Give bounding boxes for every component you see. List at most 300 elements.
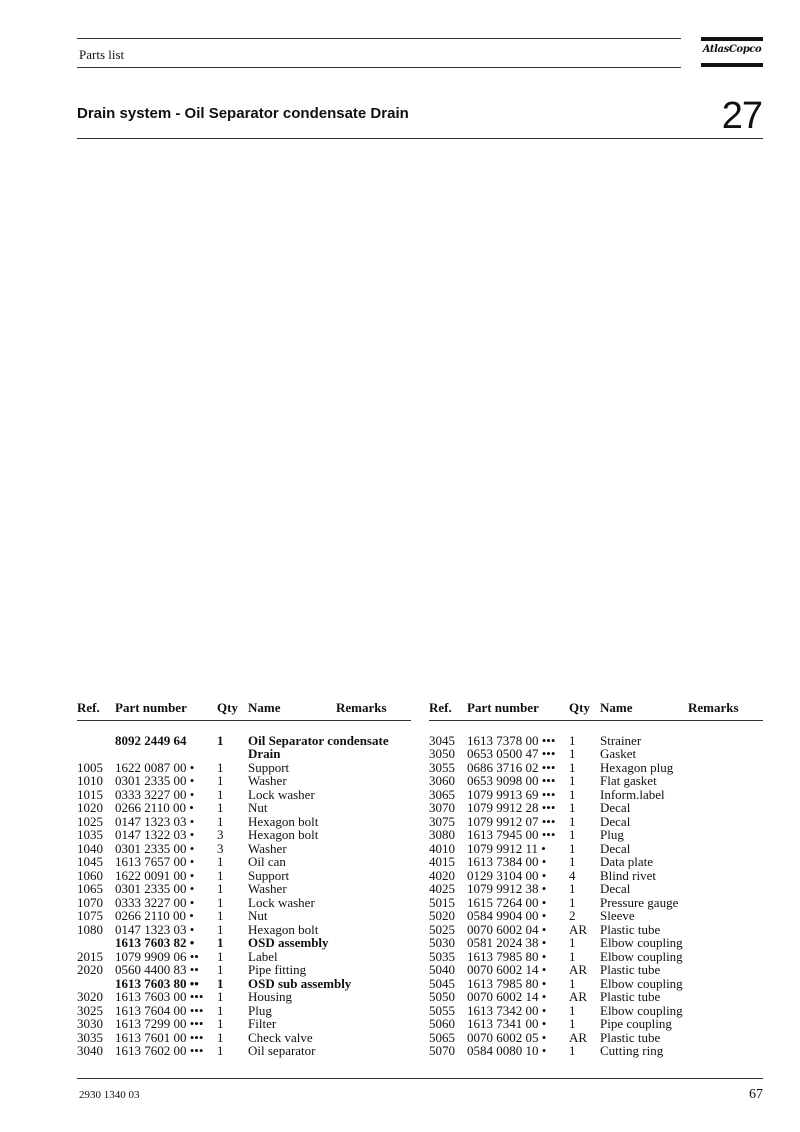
table-row <box>429 896 763 910</box>
atlas-copco-logo <box>701 37 763 68</box>
table-row <box>77 869 411 883</box>
part-number-cell: 0266 2110 00 • <box>115 800 194 815</box>
ref-cell: 3060 <box>429 773 455 788</box>
qty-cell: 1 <box>569 840 576 856</box>
table-row <box>77 1004 411 1018</box>
col-header-name: Name <box>600 700 688 720</box>
part-number-cell: 0070 6002 04 • <box>467 921 547 937</box>
footer-rule <box>77 1078 763 1079</box>
section-number: 27 <box>721 95 762 137</box>
remarks-cell <box>688 734 763 748</box>
qty-cell: 1 <box>569 854 576 869</box>
name-cell: Elbow coupling <box>600 975 683 991</box>
table-row <box>77 747 411 761</box>
ref-cell: 3040 <box>77 1043 103 1058</box>
ref-cell: 3030 <box>77 1016 103 1031</box>
remarks-cell <box>336 828 411 842</box>
part-number-cell: 1613 7603 82 • <box>115 935 195 950</box>
ref-cell: 5055 <box>429 1002 455 1018</box>
name-cell: Elbow coupling <box>600 935 683 950</box>
part-number-cell: 1613 7603 00 ••• <box>115 989 204 1004</box>
part-number-cell: 1615 7264 00 • <box>467 894 547 910</box>
part-number-cell: 1079 9912 07 ••• <box>467 813 556 829</box>
table-row <box>429 1017 763 1031</box>
part-number-cell: 1613 7342 00 • <box>467 1002 547 1018</box>
name-cell: Lock washer <box>248 894 315 910</box>
table-row <box>429 842 763 856</box>
name-cell: OSD assembly <box>248 935 329 950</box>
table-row <box>77 936 411 950</box>
name-cell: Support <box>248 867 290 883</box>
remarks-cell <box>336 1017 411 1031</box>
part-number-cell: 1613 7985 80 • <box>467 948 547 964</box>
remarks-cell <box>336 923 411 937</box>
table-row <box>429 788 763 802</box>
part-number-cell: 1079 9913 69 ••• <box>467 786 556 802</box>
table-row <box>77 990 411 1004</box>
table-row <box>429 774 763 788</box>
remarks-cell <box>336 761 411 775</box>
qty-cell: 3 <box>217 840 224 856</box>
table-header-row <box>77 700 411 720</box>
qty-cell: 1 <box>217 800 224 815</box>
page-number: 67 <box>749 1087 763 1102</box>
ref-cell <box>77 977 115 991</box>
ref-cell: 1035 <box>77 827 103 842</box>
table-row <box>429 977 763 991</box>
ref-cell: 1010 <box>77 773 103 788</box>
name-cell: Plug <box>248 1002 272 1018</box>
name-cell: Decal <box>600 813 631 829</box>
remarks-cell <box>688 1031 763 1045</box>
ref-cell: 5025 <box>429 921 455 937</box>
part-number-cell: 1613 7603 80 •• <box>115 975 199 991</box>
ref-cell: 3075 <box>429 813 455 829</box>
ref-cell <box>77 734 115 748</box>
ref-cell: 3035 <box>77 1029 103 1045</box>
remarks-cell <box>688 1004 763 1018</box>
table-row <box>77 1044 411 1058</box>
name-cell: Sleeve <box>600 908 635 923</box>
table-row <box>429 1044 763 1058</box>
part-number-cell: 0147 1323 03 • <box>115 921 195 937</box>
qty-cell: 1 <box>217 894 224 910</box>
ref-cell: 5070 <box>429 1043 455 1058</box>
ref-cell: 5030 <box>429 935 455 950</box>
ref-cell: 3080 <box>429 827 455 842</box>
part-number-cell: 0560 4400 83 •• <box>115 962 199 977</box>
qty-cell: 1 <box>569 894 576 910</box>
part-number-cell: 0686 3716 02 ••• <box>467 759 556 775</box>
ref-cell: 1045 <box>77 854 103 869</box>
qty-cell: 1 <box>217 1043 224 1058</box>
ref-cell <box>77 936 115 950</box>
name-cell: Pipe fitting <box>248 962 307 977</box>
table-row <box>77 882 411 896</box>
part-number-cell: 1613 7299 00 ••• <box>115 1016 204 1031</box>
part-number-cell: 0584 9904 00 • <box>467 908 547 923</box>
part-number-cell: 1079 9912 38 • <box>467 881 547 896</box>
table-row <box>429 761 763 775</box>
table-row <box>77 963 411 977</box>
col-header-remarks: Remarks <box>336 700 411 720</box>
part-number-cell: 0129 3104 00 • <box>467 867 547 883</box>
table-row <box>77 950 411 964</box>
table-row <box>429 963 763 977</box>
qty-cell: 4 <box>569 867 576 883</box>
ref-cell: 1065 <box>77 881 103 896</box>
part-number-cell: 0333 3227 00 • <box>115 894 195 910</box>
brand-wordmark: AtlasCopco <box>702 44 762 55</box>
qty-cell: 1 <box>217 935 224 950</box>
table-row <box>429 828 763 842</box>
part-number-cell: 1079 9909 06 •• <box>115 948 199 964</box>
ref-cell: 1005 <box>77 759 103 775</box>
remarks-cell <box>688 882 763 896</box>
col-header-qty: Qty <box>569 700 600 720</box>
name-cell: Nut <box>248 908 268 923</box>
name-cell: Washer <box>248 881 287 896</box>
qty-cell: 1 <box>217 854 224 869</box>
parts-list-left <box>77 720 411 1058</box>
ref-cell: 1080 <box>77 921 103 937</box>
name-cell: Inform.label <box>600 786 665 802</box>
remarks-cell <box>336 788 411 802</box>
part-number-cell: 0301 2335 00 • <box>115 881 195 896</box>
remarks-cell <box>336 950 411 964</box>
table-row <box>77 923 411 937</box>
remarks-cell <box>336 909 411 923</box>
part-number-cell: 1613 7384 00 • <box>467 854 547 869</box>
table-row <box>77 855 411 869</box>
remarks-cell <box>336 936 411 950</box>
name-cell: Decal <box>600 840 631 856</box>
table-spacer <box>77 720 411 734</box>
remarks-cell <box>688 990 763 1004</box>
ref-cell: 4015 <box>429 854 455 869</box>
qty-cell: 1 <box>569 732 576 748</box>
qty-cell: 1 <box>217 962 224 977</box>
table-row <box>77 774 411 788</box>
qty-cell: 1 <box>217 786 224 802</box>
remarks-cell <box>688 1044 763 1058</box>
table-row <box>77 1031 411 1045</box>
ref-cell: 5035 <box>429 948 455 964</box>
name-cell: OSD sub assembly <box>248 975 352 991</box>
table-row <box>77 1017 411 1031</box>
qty-cell: AR <box>569 989 588 1004</box>
table-row <box>429 855 763 869</box>
qty-cell: 1 <box>569 1043 576 1058</box>
parts-table-right <box>429 700 763 1058</box>
name-cell: Plastic tube <box>600 962 661 977</box>
header-bottom-rule <box>77 67 681 68</box>
ref-cell: 1020 <box>77 800 103 815</box>
qty-cell: 1 <box>217 975 224 991</box>
remarks-cell <box>688 801 763 815</box>
name-cell: Data plate <box>600 854 654 869</box>
remarks-cell <box>336 747 411 761</box>
col-header-remarks: Remarks <box>688 700 763 720</box>
ref-cell: 5020 <box>429 908 455 923</box>
table-row <box>77 815 411 829</box>
remarks-cell <box>688 855 763 869</box>
table-row <box>77 842 411 856</box>
remarks-cell <box>688 936 763 950</box>
part-number-cell: 8092 2449 64 <box>115 732 187 748</box>
name-cell: Blind rivet <box>600 867 656 883</box>
ref-cell: 1070 <box>77 894 103 910</box>
section-label: Parts list <box>79 47 125 62</box>
qty-cell: 2 <box>569 908 576 923</box>
table-row <box>429 869 763 883</box>
qty-cell: 1 <box>569 800 576 815</box>
table-row <box>429 882 763 896</box>
remarks-cell <box>336 774 411 788</box>
table-row <box>429 1031 763 1045</box>
remarks-cell <box>688 842 763 856</box>
part-number-cell: 1613 7601 00 ••• <box>115 1029 204 1045</box>
remarks-cell <box>336 1031 411 1045</box>
col-header-name: Name <box>248 700 336 720</box>
qty-cell: 1 <box>217 921 224 937</box>
part-number-cell: 1613 7945 00 ••• <box>467 827 556 842</box>
table-row <box>77 896 411 910</box>
ref-cell: 4020 <box>429 867 455 883</box>
qty-cell: 1 <box>217 1029 224 1045</box>
qty-cell: AR <box>569 962 588 977</box>
name-cell: Plastic tube <box>600 921 661 937</box>
name-cell: Plastic tube <box>600 989 661 1004</box>
table-row <box>77 828 411 842</box>
remarks-cell <box>336 896 411 910</box>
ref-cell <box>77 747 115 761</box>
remarks-cell <box>688 923 763 937</box>
ref-cell: 1040 <box>77 840 103 856</box>
part-number-cell: 0653 0500 47 ••• <box>467 746 556 761</box>
name-cell: Elbow coupling <box>600 948 683 964</box>
qty-cell: 1 <box>217 773 224 788</box>
ref-cell: 5040 <box>429 962 455 977</box>
name-cell: Nut <box>248 800 268 815</box>
qty-cell: 1 <box>217 1002 224 1018</box>
part-number-cell: 0584 0080 10 • <box>467 1043 547 1058</box>
part-number-cell: 1622 0091 00 • <box>115 867 195 883</box>
ref-cell: 5050 <box>429 989 455 1004</box>
ref-cell: 2015 <box>77 948 103 964</box>
qty-cell: 1 <box>217 813 224 829</box>
qty-cell: 1 <box>217 989 224 1004</box>
ref-cell: 3065 <box>429 786 455 802</box>
ref-cell: 5045 <box>429 975 455 991</box>
remarks-cell <box>336 815 411 829</box>
ref-cell: 5065 <box>429 1029 455 1045</box>
remarks-cell <box>688 896 763 910</box>
qty-cell: 1 <box>217 1016 224 1031</box>
ref-cell: 5060 <box>429 1016 455 1031</box>
name-cell: Plastic tube <box>600 1029 661 1045</box>
part-number-cell: 0070 6002 05 • <box>467 1029 547 1045</box>
remarks-cell <box>688 761 763 775</box>
name-cell: Gasket <box>600 746 637 761</box>
col-header-ref: Ref. <box>77 700 115 720</box>
qty-cell: 1 <box>569 948 576 964</box>
remarks-cell <box>688 788 763 802</box>
ref-cell: 4010 <box>429 840 455 856</box>
header-top-rule <box>77 38 681 39</box>
name-cell: Decal <box>600 800 631 815</box>
remarks-cell <box>336 963 411 977</box>
qty-cell: 1 <box>217 732 224 748</box>
part-number-cell: 1613 7378 00 ••• <box>467 732 556 748</box>
remarks-cell <box>688 828 763 842</box>
qty-cell: 1 <box>569 1002 576 1018</box>
name-cell: Flat gasket <box>600 773 657 788</box>
table-row <box>429 950 763 964</box>
ref-cell: 3020 <box>77 989 103 1004</box>
name-cell: Lock washer <box>248 786 315 802</box>
remarks-cell <box>688 963 763 977</box>
parts-table-left <box>77 700 411 1058</box>
name-cell: Drain <box>248 746 281 761</box>
ref-cell: 4025 <box>429 881 455 896</box>
table-row <box>429 990 763 1004</box>
name-cell: Hexagon bolt <box>248 813 319 829</box>
part-number-cell: 0266 2110 00 • <box>115 908 194 923</box>
qty-cell: 1 <box>569 975 576 991</box>
remarks-cell <box>688 747 763 761</box>
remarks-cell <box>688 815 763 829</box>
remarks-cell <box>688 977 763 991</box>
part-number-cell <box>115 747 217 761</box>
remarks-cell <box>336 869 411 883</box>
remarks-cell <box>336 842 411 856</box>
ref-cell: 3055 <box>429 759 455 775</box>
qty-cell <box>217 747 248 761</box>
table-row <box>77 761 411 775</box>
qty-cell: 1 <box>569 827 576 842</box>
remarks-cell <box>336 990 411 1004</box>
qty-cell: 1 <box>217 759 224 775</box>
name-cell: Strainer <box>600 732 642 748</box>
part-number-cell: 0301 2335 00 • <box>115 773 195 788</box>
name-cell: Pipe coupling <box>600 1016 672 1031</box>
ref-cell: 2020 <box>77 962 103 977</box>
ref-cell: 5015 <box>429 894 455 910</box>
table-row <box>429 801 763 815</box>
name-cell: Hexagon bolt <box>248 921 319 937</box>
part-number-cell: 0070 6002 14 • <box>467 989 547 1004</box>
qty-cell: 1 <box>569 881 576 896</box>
part-number-cell: 0301 2335 00 • <box>115 840 195 856</box>
table-row <box>77 788 411 802</box>
remarks-cell <box>688 909 763 923</box>
name-cell: Housing <box>248 989 293 1004</box>
table-row <box>77 734 411 748</box>
ref-cell: 1060 <box>77 867 103 883</box>
part-number-cell: 1613 7985 80 • <box>467 975 547 991</box>
name-cell: Filter <box>248 1016 277 1031</box>
remarks-cell <box>336 1044 411 1058</box>
name-cell: Support <box>248 759 290 775</box>
name-cell: Pressure gauge <box>600 894 679 910</box>
col-header-part-number: Part number <box>467 700 569 720</box>
parts-list-right <box>429 720 763 1058</box>
table-spacer <box>429 720 763 734</box>
remarks-cell <box>688 1017 763 1031</box>
remarks-cell <box>336 801 411 815</box>
qty-cell: 3 <box>217 827 224 842</box>
part-number-cell: 1613 7602 00 ••• <box>115 1043 204 1058</box>
table-row <box>429 734 763 748</box>
part-number-cell: 0070 6002 14 • <box>467 962 547 977</box>
table-row <box>429 815 763 829</box>
part-number-cell: 1079 9912 11 • <box>467 840 546 856</box>
part-number-cell: 0653 9098 00 ••• <box>467 773 556 788</box>
name-cell: Plug <box>600 827 624 842</box>
ref-cell: 3045 <box>429 732 455 748</box>
name-cell: Decal <box>600 881 631 896</box>
table-row <box>429 936 763 950</box>
page-title: Drain system - Oil Separator condensate Drain <box>77 105 409 122</box>
table-row <box>429 923 763 937</box>
ref-cell: 1025 <box>77 813 103 829</box>
remarks-cell <box>336 1004 411 1018</box>
table-header-row <box>429 700 763 720</box>
qty-cell: 1 <box>217 948 224 964</box>
col-header-part-number: Part number <box>115 700 217 720</box>
qty-cell: AR <box>569 921 588 937</box>
part-number-cell: 1622 0087 00 • <box>115 759 195 775</box>
table-row <box>77 909 411 923</box>
remarks-cell <box>336 855 411 869</box>
document-code: 2930 1340 03 <box>79 1089 140 1101</box>
remarks-cell <box>688 869 763 883</box>
part-number-cell: 0333 3227 00 • <box>115 786 195 802</box>
table-row <box>77 801 411 815</box>
qty-cell: 1 <box>569 1016 576 1031</box>
part-number-cell: 0581 2024 38 • <box>467 935 547 950</box>
table-row <box>429 747 763 761</box>
ref-cell: 3070 <box>429 800 455 815</box>
qty-cell: 1 <box>569 813 576 829</box>
name-cell: Oil can <box>248 854 286 869</box>
remarks-cell <box>688 950 763 964</box>
col-header-qty: Qty <box>217 700 248 720</box>
name-cell: Washer <box>248 773 287 788</box>
qty-cell: 1 <box>217 867 224 883</box>
name-cell: Hexagon bolt <box>248 827 319 842</box>
part-number-cell: 1613 7341 00 • <box>467 1016 547 1031</box>
qty-cell: 1 <box>569 786 576 802</box>
qty-cell: 1 <box>217 881 224 896</box>
name-cell: Check valve <box>248 1029 313 1045</box>
remarks-cell <box>336 882 411 896</box>
part-number-cell: 0147 1323 03 • <box>115 813 195 829</box>
qty-cell: 1 <box>569 759 576 775</box>
name-cell: Washer <box>248 840 287 856</box>
table-row <box>429 909 763 923</box>
qty-cell: 1 <box>569 935 576 950</box>
name-cell: Hexagon plug <box>600 759 674 775</box>
part-number-cell: 0147 1322 03 • <box>115 827 195 842</box>
qty-cell: AR <box>569 1029 588 1045</box>
title-rule <box>77 138 763 139</box>
qty-cell: 1 <box>569 746 576 761</box>
part-number-cell: 1079 9912 28 ••• <box>467 800 556 815</box>
qty-cell: 1 <box>217 908 224 923</box>
ref-cell: 3050 <box>429 746 455 761</box>
